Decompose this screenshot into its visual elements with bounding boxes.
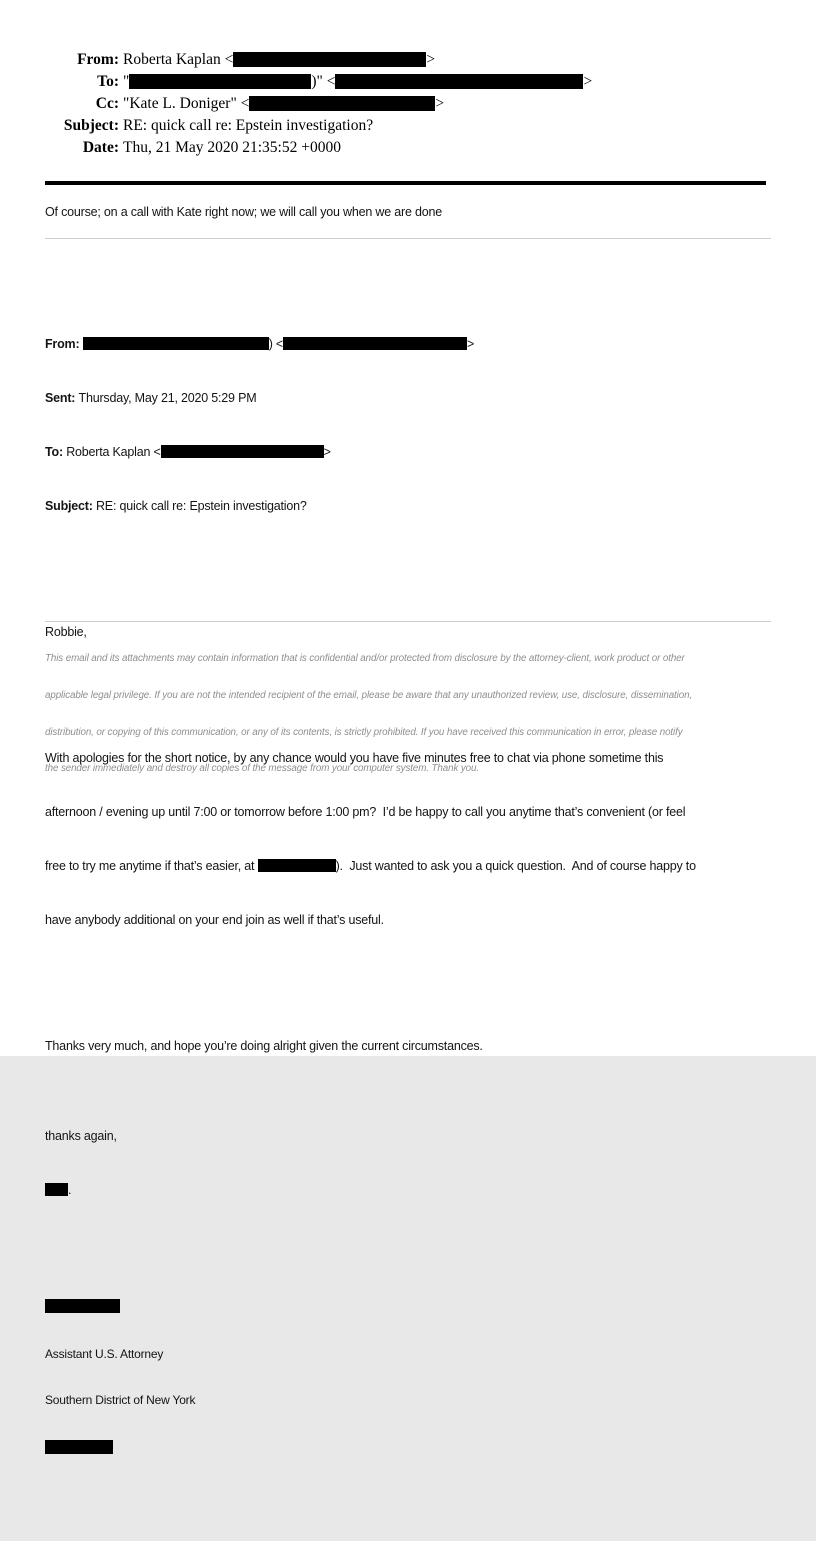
header-row-cc: [45, 93, 771, 115]
legal-disclaimer: [45, 629, 771, 800]
date-label: Date:: [82, 139, 119, 156]
redaction-bar: [45, 1183, 68, 1196]
quoted-to-close: >: [323, 445, 331, 459]
header-row-from: [45, 49, 771, 71]
quoted-header: [45, 299, 771, 551]
reply-message-text: Of course; on a call with Kate right now; we will call you when we are done: [45, 205, 443, 219]
to-label: To:: [97, 73, 119, 90]
header-row-subject: [45, 115, 771, 137]
quoted-sent-value: Thursday, May 21, 2020 5:29 PM: [78, 391, 257, 405]
redaction-bar: [161, 445, 324, 458]
date-value: Thu, 21 May 2020 21:35:52 +0000: [123, 139, 341, 156]
cc-label: Cc:: [95, 95, 119, 112]
quoted-message-divider: [45, 238, 771, 239]
email-header: [45, 49, 771, 159]
paragraph-line-2: afternoon / evening up until 7:00 or tomorrow before 1:00 pm? I’d be happy to call you anytime that’s convenient (or feel: [45, 805, 686, 819]
signoff-line: thanks again,: [45, 1129, 117, 1143]
disclaimer-line-3: distribution, or copying of this communication, or any of its contents, is strictly prohibited. If you have received this communication in error, please notify: [45, 726, 683, 738]
cc-value: [123, 93, 444, 115]
signoff-name-line: [45, 1181, 771, 1199]
signature-block: [45, 1268, 771, 1487]
redaction-bar: [45, 1440, 113, 1454]
disclaimer-divider: [45, 621, 771, 622]
signoff-period: .: [68, 1183, 72, 1197]
paragraph-line-1: With apologies for the short notice, by any chance would you have five minutes free to chat via phone sometime this: [45, 751, 664, 765]
redaction-bar: [335, 74, 583, 89]
quoted-row-to: [45, 443, 771, 461]
quoted-row-from: [45, 335, 771, 353]
signature-phone-line: [45, 1440, 771, 1457]
from-value: [123, 49, 435, 71]
paragraph-line-3: [45, 857, 771, 875]
cc-bracket-close: >: [435, 95, 445, 112]
disclaimer-line-2: applicable legal privilege. If you are not the intended recipient of the email, please be aware that any unauthorized review, use, disclosure, dissemination,: [45, 690, 693, 702]
redaction-bar: [83, 337, 269, 350]
quoted-sent-label: Sent:: [45, 391, 79, 405]
quoted-from-label: From:: [45, 337, 83, 351]
header-divider-rule: [45, 181, 766, 185]
from-sender-name: Roberta Kaplan <: [123, 51, 234, 68]
paragraph-line-3-post: ). Just wanted to ask you a quick question. And of course happy to: [335, 859, 696, 873]
signature-title: Assistant U.S. Attorney: [45, 1346, 164, 1361]
to-value: [123, 71, 592, 93]
quoted-to-label: To:: [45, 445, 67, 459]
quoted-subject-value: RE: quick call re: Epstein investigation?: [95, 499, 307, 513]
to-bracket-close: >: [583, 73, 593, 90]
greeting-line: Robbie,: [45, 625, 87, 639]
quoted-from-close: >: [467, 337, 475, 351]
disclaimer-line-1: This email and its attachments may contain information that is confidential and/or protected from disclosure by the attorney-client, work product or other: [45, 653, 685, 665]
subject-value: RE: quick call re: Epstein investigation?: [123, 117, 374, 134]
from-label: From:: [77, 51, 119, 68]
to-mid-text: )" <: [311, 73, 336, 90]
redaction-bar: [233, 52, 426, 67]
quoted-row-subject: [45, 497, 771, 515]
redaction-bar: [258, 859, 336, 872]
to-quote-open: ": [123, 73, 130, 90]
quoted-to-name: Roberta Kaplan <: [66, 445, 161, 459]
signature-name-line: [45, 1299, 771, 1316]
redaction-bar: [249, 96, 435, 111]
redaction-bar: [45, 1299, 120, 1313]
header-row-date: [45, 137, 771, 159]
email-body: [45, 245, 771, 1541]
redaction-bar: [283, 337, 467, 350]
redaction-bar: [129, 74, 311, 89]
from-bracket-close: >: [426, 51, 436, 68]
subject-label: Subject:: [63, 117, 119, 134]
disclaimer-line-4: the sender immediately and destroy all copies of the message from your computer system. Thank you.: [45, 763, 479, 775]
quoted-row-sent: [45, 389, 771, 407]
quoted-from-mid: ) <: [268, 337, 284, 351]
cc-recipient-name: "Kate L. Doniger" <: [123, 95, 250, 112]
paragraph-line-3-pre: free to try me anytime if that’s easier, at: [45, 859, 258, 873]
header-row-to: [45, 71, 771, 93]
paragraph-line-4: have anybody additional on your end join as well if that’s useful.: [45, 913, 384, 927]
thanks-line: Thanks very much, and hope you’re doing alright given the current circumstances.: [45, 1039, 483, 1053]
quoted-subject-label: Subject:: [45, 499, 96, 513]
signature-org: Southern District of New York: [45, 1393, 196, 1407]
